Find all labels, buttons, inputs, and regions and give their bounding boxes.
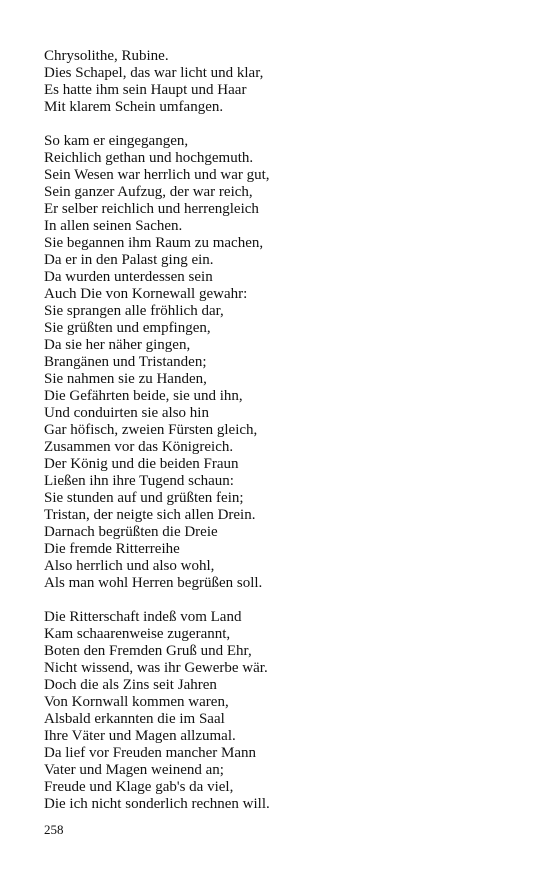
verse-line: Als man wohl Herren begrüßen soll. [44,575,263,591]
verse-line: Die Gefährten beide, sie und ihn, [44,388,243,404]
verse-line: Und conduirten sie also hin [44,405,209,421]
stanza [44,609,514,813]
verse-line: Mit klarem Schein umfangen. [44,99,224,115]
verse-line: Sie sprangen alle fröhlich dar, [44,303,224,319]
verse-line: Auch Die von Kornewall gewahr: [44,286,248,302]
verse-line: Der König und die beiden Fraun [44,456,239,472]
verse-line: So kam er eingegangen, [44,133,189,149]
verse-line: Es hatte ihm sein Haupt und Haar [44,82,247,98]
verse-line: Ließen ihn ihre Tugend schaun: [44,473,234,489]
verse-line: Da sie her näher gingen, [44,337,191,353]
verse-line: Boten den Fremden Gruß und Ehr, [44,643,252,659]
verse-line: Sein Wesen war herrlich und war gut, [44,167,270,183]
verse-line: Darnach begrüßten die Dreie [44,524,218,540]
verse-line: Sie begannen ihm Raum zu machen, [44,235,264,251]
verse-line: Tristan, der neigte sich allen Drein. [44,507,256,523]
verse-line: Doch die als Zins seit Jahren [44,677,217,693]
verse-line: Gar höfisch, zweien Fürsten gleich, [44,422,258,438]
verse-line: Sie nahmen sie zu Handen, [44,371,207,387]
verse-line: Freude und Klage gab's da viel, [44,779,234,795]
verse-line: Reichlich gethan und hochgemuth. [44,150,254,166]
verse-line: Also herrlich und also wohl, [44,558,215,574]
verse-line: Da wurden unterdessen sein [44,269,213,285]
verse-line: Zusammen vor das Königreich. [44,439,234,455]
verse-line: Alsbald erkannten die im Saal [44,711,225,727]
verse-line: Sein ganzer Aufzug, der war reich, [44,184,253,200]
verse-line: Da er in den Palast ging ein. [44,252,214,268]
verse-line: Nicht wissend, was ihr Gewerbe wär. [44,660,268,676]
verse-line: Sie stunden auf und grüßten fein; [44,490,244,506]
verse-line: Chrysolithe, Rubine. [44,48,169,64]
verse-line: Dies Schapel, das war licht und klar, [44,65,264,81]
verse-line: Die Ritterschaft indeß vom Land [44,609,242,625]
verse-line: In allen seinen Sachen. [44,218,183,234]
verse-line: Vater und Magen weinend an; [44,762,224,778]
verse-line: Die ich nicht sonderlich rechnen will. [44,796,270,812]
verse-line: Da lief vor Freuden mancher Mann [44,745,257,761]
stanza [44,133,514,592]
stanza [44,48,514,116]
verse-line: Ihre Väter und Magen allzumal. [44,728,236,744]
verse-line: Brangänen und Tristanden; [44,354,207,370]
poem-text [44,48,514,830]
verse-line: Die fremde Ritterreihe [44,541,180,557]
verse-line: Sie grüßten und empfingen, [44,320,211,336]
verse-line: Von Kornwall kommen waren, [44,694,229,710]
verse-line: Er selber reichlich und herrengleich [44,201,259,217]
verse-line: Kam schaarenweise zugerannt, [44,626,231,642]
page-number: 258 [44,822,64,837]
